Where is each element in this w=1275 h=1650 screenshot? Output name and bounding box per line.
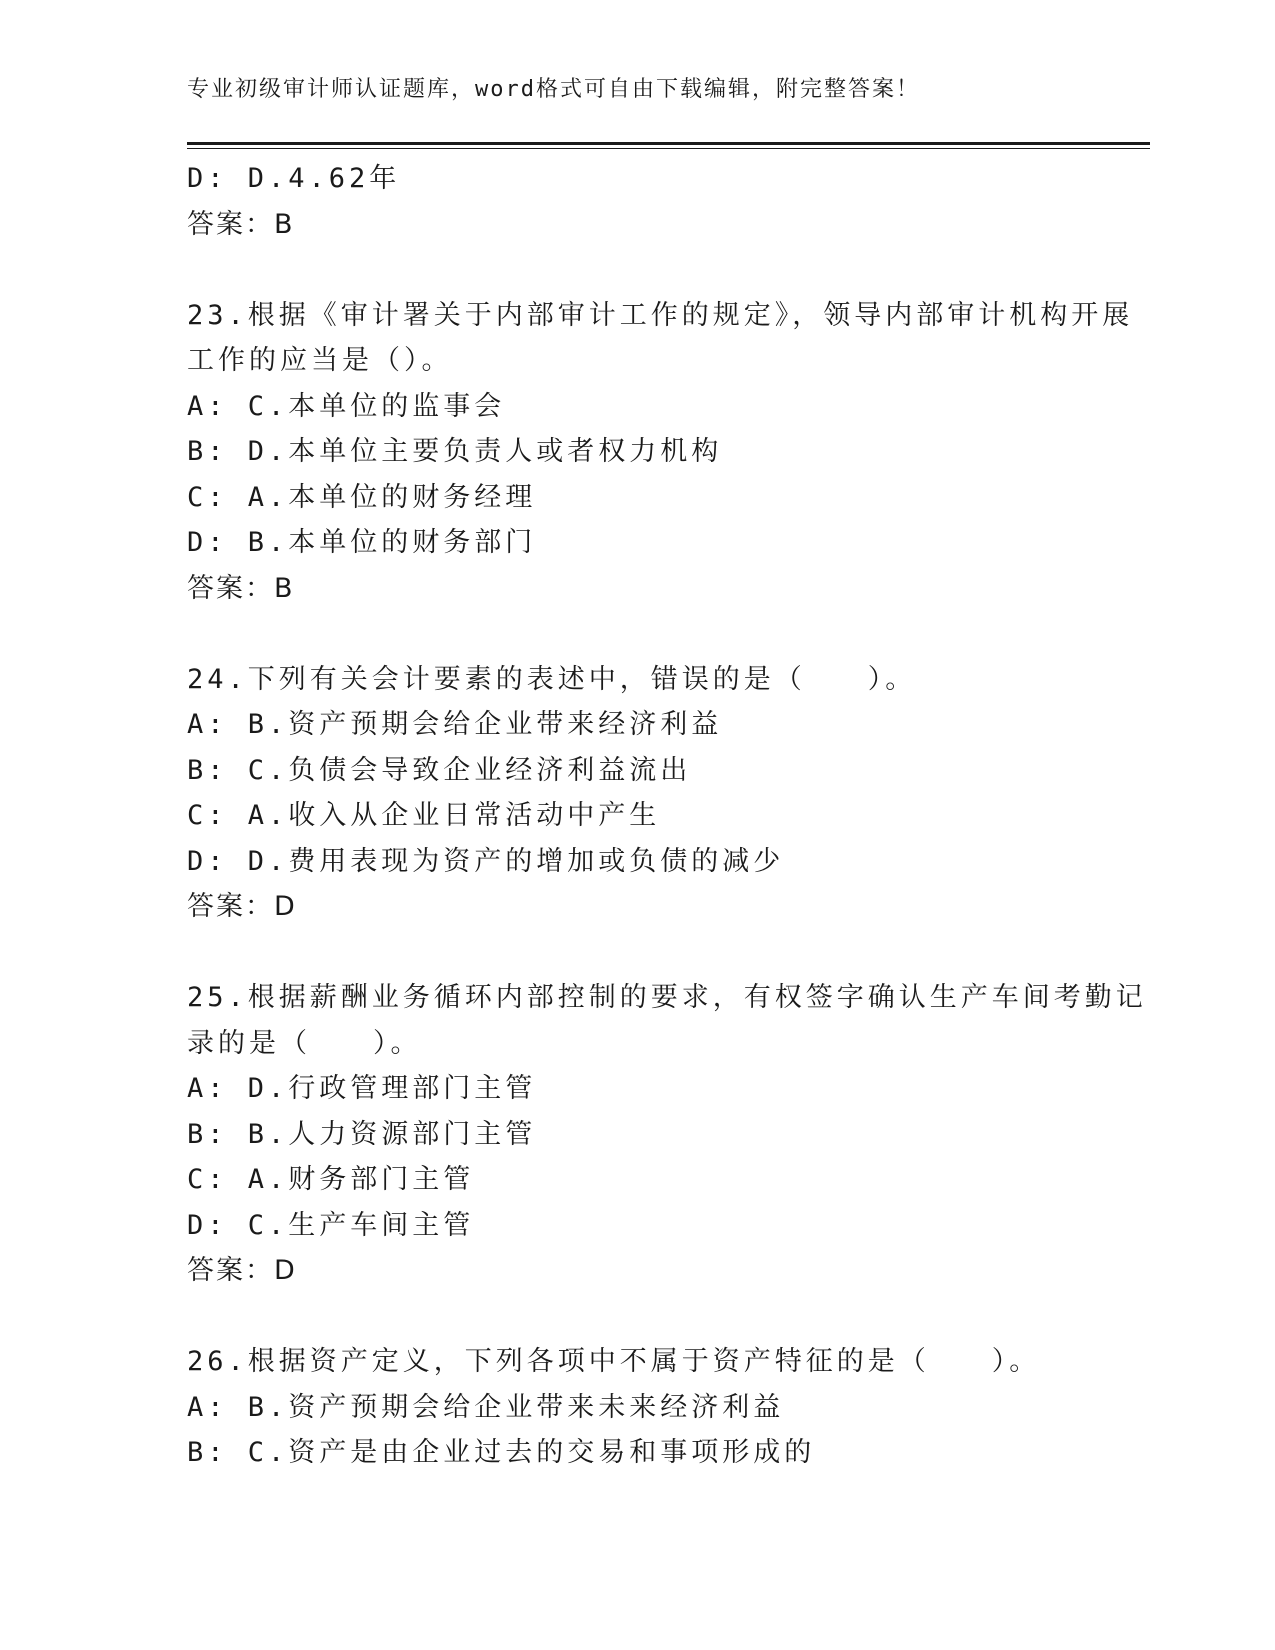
spacer [187,930,1087,976]
document-body [187,156,1147,1476]
answer: 答案：B [187,208,295,240]
option-b: B: D.本单位主要负责人或者权力机构 [187,436,723,467]
option-a: A: B.资产预期会给企业带来经济利益 [187,709,723,740]
question-23 [187,293,1134,612]
option-b: B: B.人力资源部门主管 [187,1118,537,1150]
option-a: A: D.行政管理部门主管 [187,1073,537,1104]
question-stem: 23.根据《审计署关于内部审计工作的规定》，领导内部审计机构开展 [187,299,1134,331]
option-b: B: C.负债会导致企业经济利益流出 [187,754,692,786]
question-stem: 录的是（ ）。 [187,1027,422,1059]
question-stem: 25.根据薪酬业务循环内部控制的要求，有权签字确认生产车间考勤记 [187,982,1147,1013]
question-stem: 24.下列有关会计要素的表述中，错误的是（ ）。 [187,663,917,695]
page-header: 专业初级审计师认证题库，word格式可自由下载编辑，附完整答案！ [187,77,920,102]
option-d: D: C.生产车间主管 [187,1209,475,1241]
header-divider-thick [187,142,1150,145]
question-26 [187,1339,1087,1476]
spacer [187,247,1087,293]
question-stem: 26.根据资产定义，下列各项中不属于资产特征的是（ ）。 [187,1346,1041,1377]
option-d: D: B.本单位的财务部门 [187,527,537,558]
option-c: C: A.财务部门主管 [187,1164,475,1195]
question-24 [187,657,1087,930]
answer: 答案：D [187,891,297,922]
option-a: A: C.本单位的监事会 [187,390,506,422]
answer: 答案：B [187,572,295,604]
question-stem: 工作的应当是（）。 [187,345,453,376]
question-25 [187,975,1147,1294]
header-divider-thin [187,148,1150,149]
option-c: C: A.收入从企业日常活动中产生 [187,800,661,831]
option-d: D: D.费用表现为资产的增加或负债的减少 [187,845,785,877]
option-c: C: A.本单位的财务经理 [187,481,537,513]
previous-question-tail [187,156,1087,247]
spacer [187,1294,1087,1340]
option-a: A: B.资产预期会给企业带来未来经济利益 [187,1391,785,1423]
answer: 答案：D [187,1255,297,1286]
option-b: B: C.资产是由企业过去的交易和事项形成的 [187,1437,816,1468]
spacer [187,611,1087,657]
option-d: D: D.4.62年 [187,163,401,194]
